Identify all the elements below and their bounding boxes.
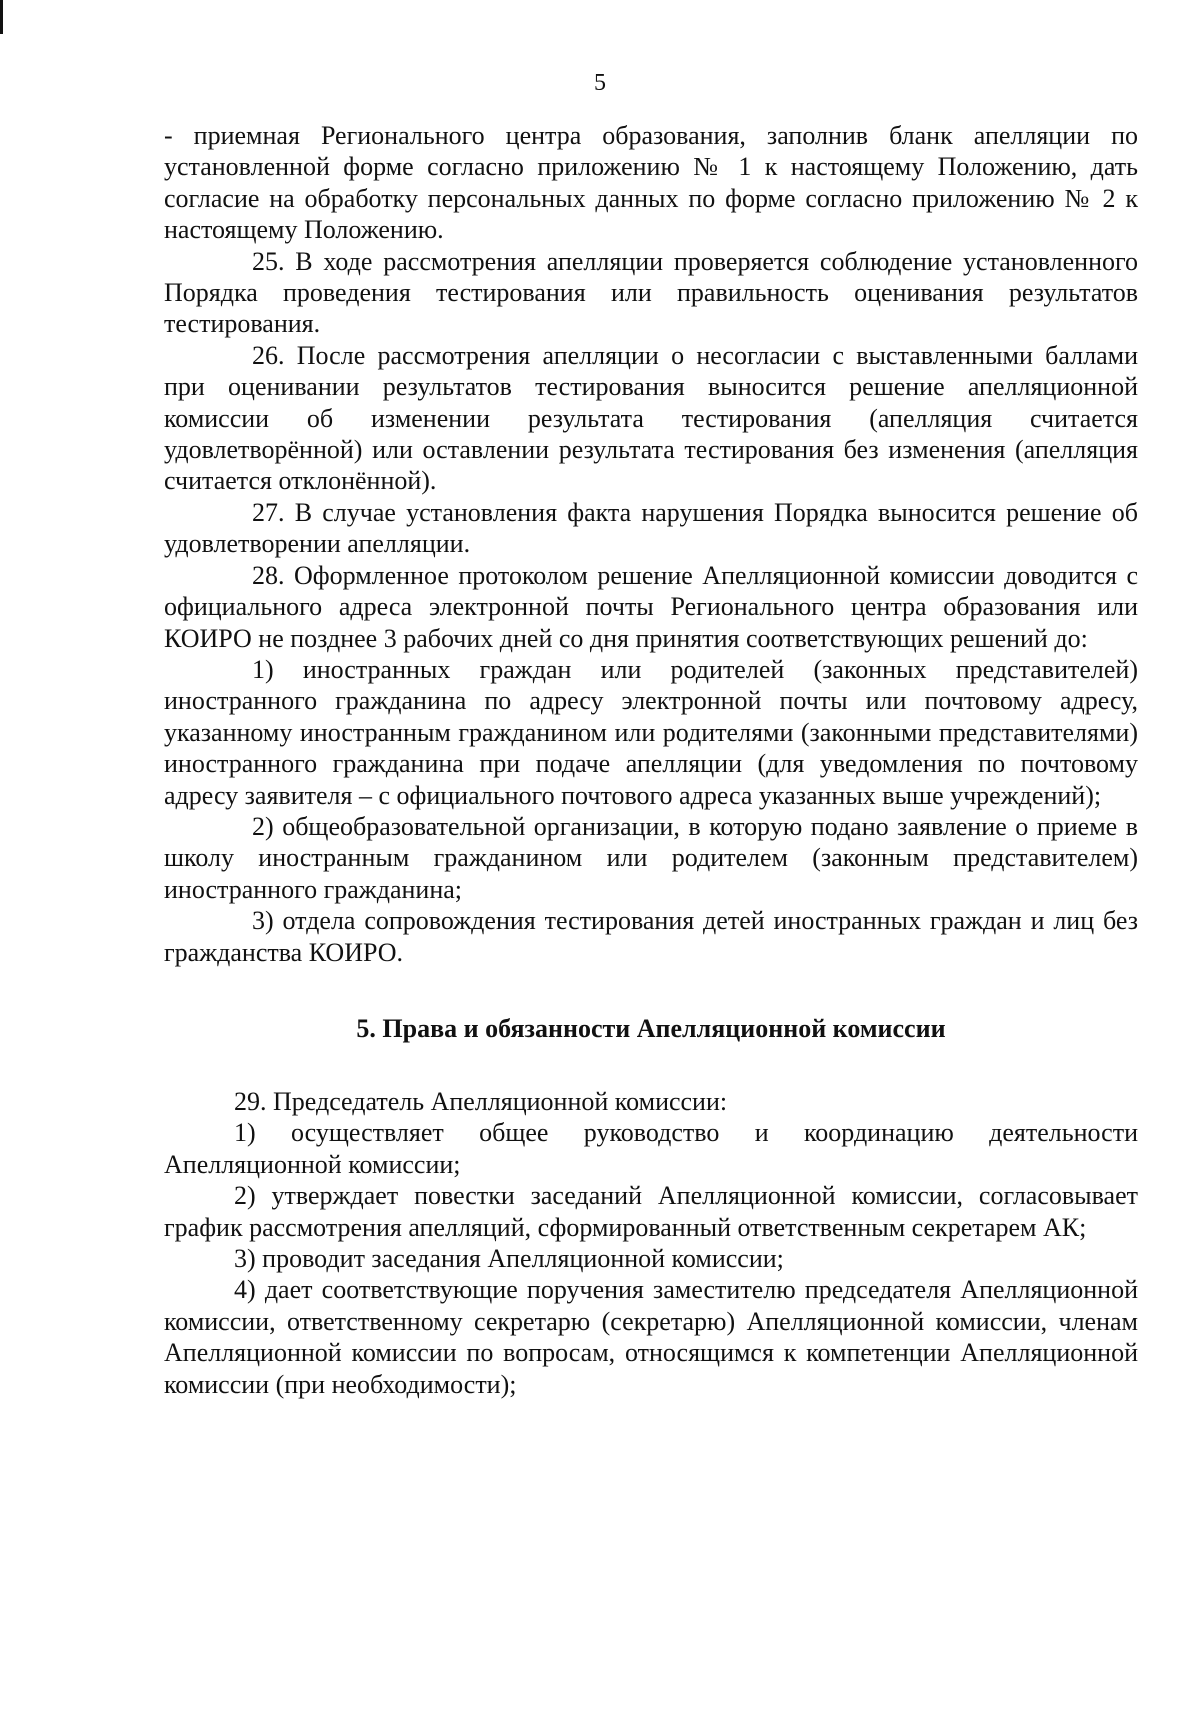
paragraph-29-item-4: 4) дает соответствующие поручения заместителю председателя Апелляционной комиссии, ответственному секретарю (секретарю) Апелляционной комиссии, членам Апелляционной комиссии по вопросам, относящимся к компетенции Апелляционной комиссии (при необходимости);: [164, 1275, 1138, 1399]
document-body: [164, 120, 1138, 1400]
paragraph-29-item-3: 3) проводит заседания Апелляционной комиссии;: [234, 1244, 784, 1273]
paragraph-27: 27. В случае установления факта нарушения Порядка выносится решение об удовлетворении апелляции.: [164, 497, 1138, 559]
paragraph-29-item-1: 1) осуществляет общее руководство и координацию деятельности Апелляционной комиссии;: [164, 1118, 1138, 1179]
paragraph-26: 26. После рассмотрения апелляции о несогласии с выставленными баллами при оценивании результатов тестирования выносится решение апелляционной комиссии об изменении результата тестирования (апелляция считается удовлетворённой) или оставлении результата тестирования без изменения (апелляция считается отклонённой).: [164, 340, 1138, 496]
paragraph-28: 28. Оформленное протоколом решение Апелляционной комиссии доводится с официального адреса электронной почты Регионального центра образования или КОИРО не позднее 3 рабочих дней со дня принятия соответствующих решений до:: [164, 560, 1138, 653]
section-5-heading: 5. Права и обязанности Апелляционной комиссии: [356, 1013, 946, 1043]
paragraph-28-item-1: 1) иностранных граждан или родителей (законных представителей) иностранного гражданина по адресу электронной почты или почтовому адресу, указанному иностранным гражданином или родителями (законными представителями) иностранного гражданина при подаче апелляции (для уведомления по почтовому адресу заявителя – с официального почтового адреса указанных выше учреждений);: [164, 654, 1138, 810]
paragraph-28-item-3: 3) отдела сопровождения тестирования детей иностранных граждан и лиц без гражданства КОИРО.: [164, 906, 1138, 967]
paragraph-reception-bullet: - приемная Регионального центра образования, заполнив бланк апелляции по установленной форме согласно приложению № 1 к настоящему Положению, дать согласие на обработку персональных данных по форме согласно приложению № 2 к настоящему Положению.: [164, 121, 1138, 245]
paragraph-25: 25. В ходе рассмотрения апелляции проверяется соблюдение установленного Порядка проведения тестирования или правильность оценивания результатов тестирования.: [164, 246, 1138, 339]
scan-edge-mark: [0, 0, 3, 34]
paragraph-29: 29. Председатель Апелляционной комиссии:: [234, 1086, 728, 1116]
page-number: 5: [594, 70, 606, 96]
paragraph-28-item-2: 2) общеобразовательной организации, в которую подано заявление о приеме в школу иностранным гражданином или родителем (законным представителем) иностранного гражданина;: [164, 811, 1138, 904]
paragraph-29-item-2: 2) утверждает повестки заседаний Апелляционной комиссии, согласовывает график рассмотрения апелляций, сформированный ответственным секретарем АК;: [164, 1181, 1138, 1242]
